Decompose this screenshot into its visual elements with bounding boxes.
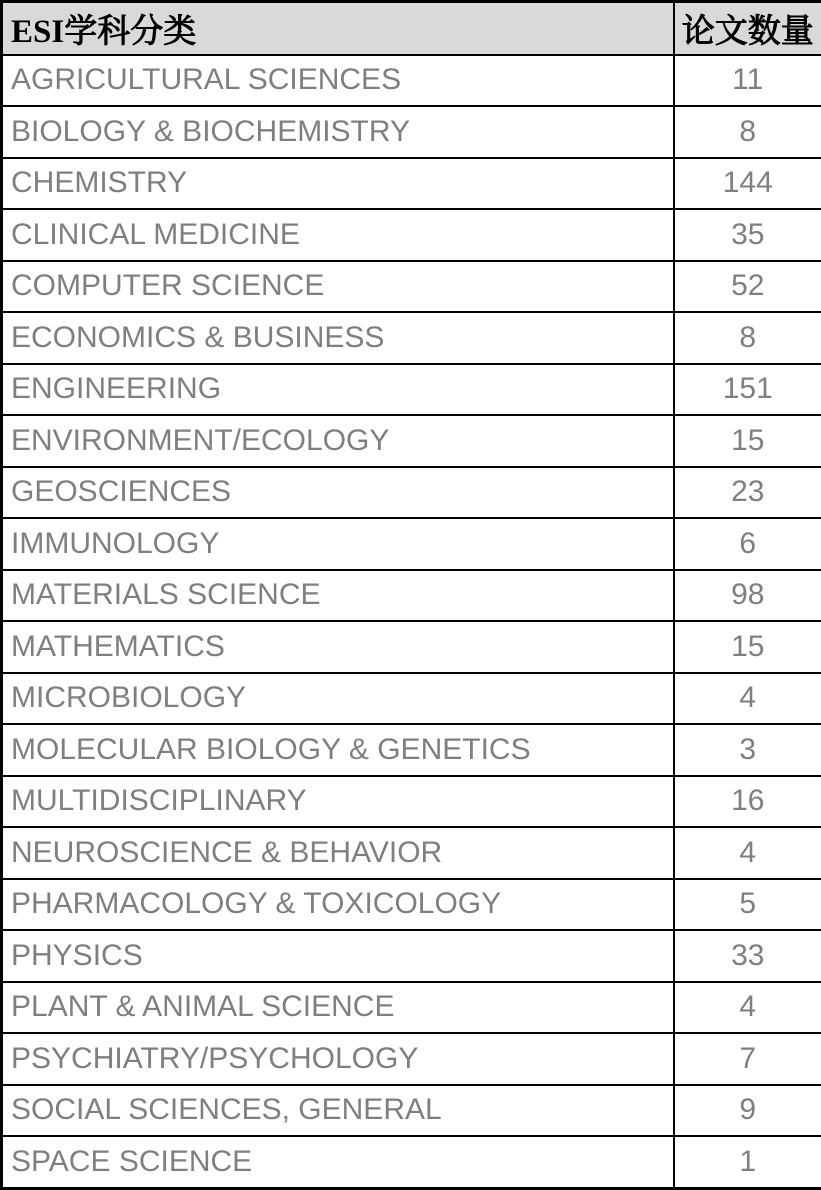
count-cell: 11 [674, 55, 821, 107]
table-row [2, 1136, 821, 1189]
table-row [2, 724, 821, 776]
table-row [2, 673, 821, 725]
table-row [2, 827, 821, 879]
table-row [2, 930, 821, 982]
table-row [2, 518, 821, 570]
count-cell: 23 [674, 467, 821, 519]
category-cell: SOCIAL SCIENCES, GENERAL [2, 1085, 674, 1137]
category-cell: MOLECULAR BIOLOGY & GENETICS [2, 724, 674, 776]
count-cell: 33 [674, 930, 821, 982]
category-cell: COMPUTER SCIENCE [2, 261, 674, 313]
table-row [2, 55, 821, 107]
count-cell: 1 [674, 1136, 821, 1189]
table-row [2, 1085, 821, 1137]
count-cell: 3 [674, 724, 821, 776]
table-row [2, 1033, 821, 1085]
count-cell: 8 [674, 106, 821, 158]
table-row [2, 982, 821, 1034]
category-cell: BIOLOGY & BIOCHEMISTRY [2, 106, 674, 158]
count-cell: 52 [674, 261, 821, 313]
count-cell: 8 [674, 312, 821, 364]
table-row [2, 467, 821, 519]
category-cell: PLANT & ANIMAL SCIENCE [2, 982, 674, 1034]
count-cell: 16 [674, 776, 821, 828]
count-cell: 144 [674, 158, 821, 210]
table-row [2, 209, 821, 261]
table-row [2, 261, 821, 313]
table-row [2, 621, 821, 673]
category-cell: GEOSCIENCES [2, 467, 674, 519]
count-cell: 4 [674, 827, 821, 879]
table-row [2, 106, 821, 158]
category-cell: ECONOMICS & BUSINESS [2, 312, 674, 364]
category-cell: ENGINEERING [2, 364, 674, 416]
table-row [2, 570, 821, 622]
count-cell: 6 [674, 518, 821, 570]
count-cell: 35 [674, 209, 821, 261]
category-cell: PHYSICS [2, 930, 674, 982]
table-body [2, 55, 821, 1189]
table-row [2, 415, 821, 467]
header-row [2, 2, 821, 55]
count-cell: 5 [674, 879, 821, 931]
count-cell: 151 [674, 364, 821, 416]
count-cell: 4 [674, 673, 821, 725]
count-cell: 9 [674, 1085, 821, 1137]
table-row [2, 776, 821, 828]
count-cell: 15 [674, 621, 821, 673]
table-row [2, 364, 821, 416]
column-header-count: 论文数量 [674, 2, 821, 55]
category-cell: CLINICAL MEDICINE [2, 209, 674, 261]
category-cell: PSYCHIATRY/PSYCHOLOGY [2, 1033, 674, 1085]
count-cell: 4 [674, 982, 821, 1034]
category-cell: AGRICULTURAL SCIENCES [2, 55, 674, 107]
table-row [2, 879, 821, 931]
count-cell: 15 [674, 415, 821, 467]
count-cell: 98 [674, 570, 821, 622]
category-cell: MATERIALS SCIENCE [2, 570, 674, 622]
category-cell: MICROBIOLOGY [2, 673, 674, 725]
column-header-category: ESI学科分类 [2, 2, 674, 55]
category-cell: MULTIDISCIPLINARY [2, 776, 674, 828]
category-cell: MATHEMATICS [2, 621, 674, 673]
table-row [2, 312, 821, 364]
category-cell: ENVIRONMENT/ECOLOGY [2, 415, 674, 467]
category-cell: PHARMACOLOGY & TOXICOLOGY [2, 879, 674, 931]
table-header [2, 2, 821, 55]
category-cell: SPACE SCIENCE [2, 1136, 674, 1189]
table-row [2, 158, 821, 210]
category-cell: NEUROSCIENCE & BEHAVIOR [2, 827, 674, 879]
category-cell: CHEMISTRY [2, 158, 674, 210]
count-cell: 7 [674, 1033, 821, 1085]
category-cell: IMMUNOLOGY [2, 518, 674, 570]
